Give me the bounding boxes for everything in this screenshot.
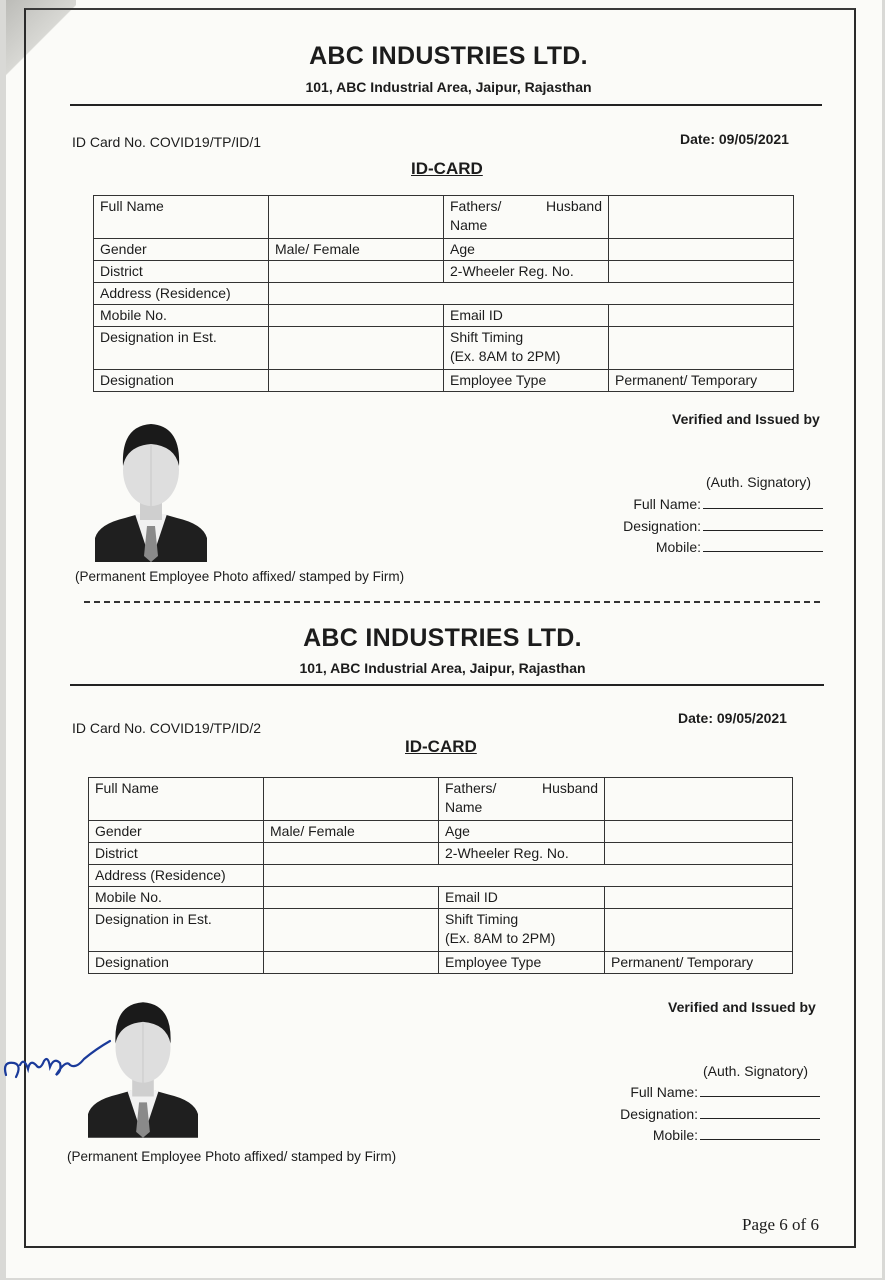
field-label-mobile: Mobile No. bbox=[89, 887, 264, 909]
field-label-fathers-husband-name bbox=[444, 196, 609, 239]
field-label-shift-timing bbox=[439, 909, 605, 952]
signatory-designation-label: Designation: bbox=[620, 1106, 698, 1122]
district-field[interactable] bbox=[269, 261, 444, 283]
signatory-mobile bbox=[653, 1127, 820, 1143]
two-wheeler-field[interactable] bbox=[605, 843, 793, 865]
shift-timing-field[interactable] bbox=[605, 909, 793, 952]
fathers-label: Fathers/ bbox=[450, 198, 502, 214]
field-label-full-name: Full Name bbox=[89, 778, 264, 821]
gender-options: Male/ Female bbox=[269, 239, 444, 261]
company-name: ABC INDUSTRIES LTD. bbox=[303, 624, 582, 652]
fathers-label: Fathers/ bbox=[445, 780, 497, 796]
signatory-full-name-label: Full Name: bbox=[633, 496, 701, 512]
issue-date: Date: 09/05/2021 bbox=[680, 131, 789, 147]
shift-example: (Ex. 8AM to 2PM) bbox=[450, 348, 561, 364]
table-row bbox=[94, 196, 794, 239]
employee-photo-placeholder bbox=[95, 420, 207, 562]
signatory-designation bbox=[620, 1106, 820, 1122]
fathers-husband-name-field[interactable] bbox=[609, 196, 794, 239]
address-field[interactable] bbox=[264, 865, 793, 887]
table-row bbox=[89, 952, 793, 974]
field-label-email: Email ID bbox=[444, 305, 609, 327]
two-wheeler-field[interactable] bbox=[609, 261, 794, 283]
husband-label: Husband bbox=[541, 780, 598, 796]
employee-type-options: Permanent/ Temporary bbox=[609, 370, 794, 392]
table-row bbox=[89, 865, 793, 887]
address-field[interactable] bbox=[269, 283, 794, 305]
table-row bbox=[94, 327, 794, 370]
auth-signatory: (Auth. Signatory) bbox=[703, 1063, 809, 1079]
name-label: Name bbox=[445, 799, 483, 815]
photo-caption: (Permanent Employee Photo affixed/ stamped by Firm) bbox=[75, 569, 405, 584]
shift-timing-label: Shift Timing bbox=[450, 329, 524, 345]
verified-issued-by: Verified and Issued by bbox=[672, 411, 820, 427]
field-label-address: Address (Residence) bbox=[94, 283, 269, 305]
employee-type-options: Permanent/ Temporary bbox=[605, 952, 793, 974]
cut-line bbox=[84, 601, 820, 603]
signatory-full-name-label: Full Name: bbox=[630, 1084, 698, 1100]
designation-est-field[interactable] bbox=[264, 909, 439, 952]
age-field[interactable] bbox=[605, 821, 793, 843]
field-label-designation-est: Designation in Est. bbox=[89, 909, 264, 952]
company-address: 101, ABC Industrial Area, Jaipur, Rajasthan bbox=[299, 660, 586, 676]
name-label: Name bbox=[450, 217, 488, 233]
field-label-email: Email ID bbox=[439, 887, 605, 909]
signatory-designation-line[interactable] bbox=[700, 1106, 820, 1119]
designation-field[interactable] bbox=[264, 952, 439, 974]
header-rule bbox=[70, 104, 822, 106]
field-label-designation-est: Designation in Est. bbox=[94, 327, 269, 370]
field-label-full-name: Full Name bbox=[94, 196, 269, 239]
company-name: ABC INDUSTRIES LTD. bbox=[309, 42, 588, 70]
signatory-mobile-line[interactable] bbox=[700, 1127, 820, 1140]
field-label-designation: Designation bbox=[94, 370, 269, 392]
mobile-field[interactable] bbox=[269, 305, 444, 327]
table-row bbox=[89, 887, 793, 909]
employee-details-table bbox=[93, 195, 794, 392]
shift-example: (Ex. 8AM to 2PM) bbox=[445, 930, 556, 946]
table-row bbox=[89, 909, 793, 952]
full-name-field[interactable] bbox=[264, 778, 439, 821]
table-row bbox=[94, 283, 794, 305]
employee-details-table bbox=[88, 777, 793, 974]
gender-options: Male/ Female bbox=[264, 821, 439, 843]
husband-label: Husband bbox=[545, 198, 602, 214]
signatory-full-name bbox=[630, 1084, 820, 1100]
table-row bbox=[89, 821, 793, 843]
page-number: Page 6 of 6 bbox=[742, 1215, 819, 1234]
signatory-designation bbox=[623, 518, 823, 534]
verified-issued-by: Verified and Issued by bbox=[668, 999, 816, 1015]
id-card-title: ID-CARD bbox=[405, 737, 477, 756]
table-row bbox=[94, 305, 794, 327]
field-label-two-wheeler: 2-Wheeler Reg. No. bbox=[439, 843, 605, 865]
mobile-field[interactable] bbox=[264, 887, 439, 909]
age-field[interactable] bbox=[609, 239, 794, 261]
email-field[interactable] bbox=[605, 887, 793, 909]
field-label-employee-type: Employee Type bbox=[444, 370, 609, 392]
designation-est-field[interactable] bbox=[269, 327, 444, 370]
table-row bbox=[94, 239, 794, 261]
field-label-shift-timing bbox=[444, 327, 609, 370]
email-field[interactable] bbox=[609, 305, 794, 327]
field-label-age: Age bbox=[444, 239, 609, 261]
table-row bbox=[89, 843, 793, 865]
auth-signatory: (Auth. Signatory) bbox=[706, 474, 812, 490]
field-label-age: Age bbox=[439, 821, 605, 843]
signatory-mobile-line[interactable] bbox=[703, 539, 823, 552]
field-label-gender: Gender bbox=[94, 239, 269, 261]
company-address: 101, ABC Industrial Area, Jaipur, Rajasthan bbox=[305, 79, 592, 95]
signatory-mobile-label: Mobile: bbox=[652, 1127, 698, 1143]
field-label-two-wheeler: 2-Wheeler Reg. No. bbox=[444, 261, 609, 283]
shift-timing-field[interactable] bbox=[609, 327, 794, 370]
table-row bbox=[94, 370, 794, 392]
field-label-district: District bbox=[89, 843, 264, 865]
field-label-district: District bbox=[94, 261, 269, 283]
signatory-designation-line[interactable] bbox=[703, 518, 823, 531]
designation-field[interactable] bbox=[269, 370, 444, 392]
signatory-mobile-label: Mobile: bbox=[655, 539, 701, 555]
field-label-gender: Gender bbox=[89, 821, 264, 843]
field-label-designation: Designation bbox=[89, 952, 264, 974]
fathers-husband-name-field[interactable] bbox=[605, 778, 793, 821]
table-row bbox=[94, 261, 794, 283]
handwritten-signature bbox=[0, 1035, 115, 1085]
full-name-field[interactable] bbox=[269, 196, 444, 239]
signatory-designation-label: Designation: bbox=[623, 518, 701, 534]
shift-timing-label: Shift Timing bbox=[445, 911, 519, 927]
table-row bbox=[89, 778, 793, 821]
signatory-mobile bbox=[656, 539, 823, 555]
field-label-employee-type: Employee Type bbox=[439, 952, 605, 974]
issue-date: Date: 09/05/2021 bbox=[678, 710, 787, 726]
signatory-full-name bbox=[633, 496, 823, 512]
signatory-full-name-line[interactable] bbox=[700, 1084, 820, 1097]
signatory-full-name-line[interactable] bbox=[703, 496, 823, 509]
field-label-address: Address (Residence) bbox=[89, 865, 264, 887]
id-card-number: ID Card No. COVID19/TP/ID/2 bbox=[72, 720, 262, 736]
district-field[interactable] bbox=[264, 843, 439, 865]
field-label-mobile: Mobile No. bbox=[94, 305, 269, 327]
header-rule bbox=[70, 684, 824, 686]
field-label-fathers-husband-name bbox=[439, 778, 605, 821]
id-card-number: ID Card No. COVID19/TP/ID/1 bbox=[72, 134, 262, 150]
id-card-title: ID-CARD bbox=[411, 159, 483, 178]
photo-caption: (Permanent Employee Photo affixed/ stamped by Firm) bbox=[67, 1149, 397, 1164]
